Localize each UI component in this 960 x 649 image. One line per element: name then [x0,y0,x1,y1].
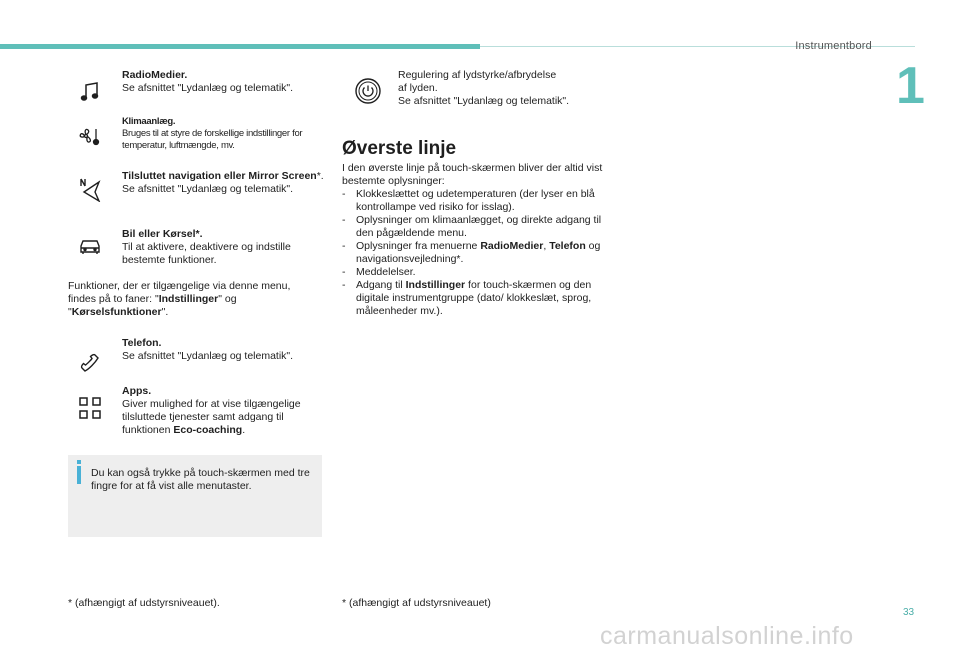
list-item-text: Meddelelser. [356,266,416,278]
apps-eco-coaching: Eco-coaching [173,424,243,436]
navigation-text: Se afsnittet "Lydanlæg og telematik". [122,183,294,195]
apps-title: Apps. [122,385,152,397]
footnote-left: * (afhængigt af udstyrsniveauet). [68,597,220,609]
radiomedier-title: RadioMedier. [122,69,188,81]
power-item [398,69,618,108]
klimaanlaeg-title: Klimaanlæg. [122,116,176,127]
telefon-title: Telefon. [122,337,162,349]
music-note-icon [78,80,102,104]
navigation-title-suffix: *. [316,170,324,182]
apps-text-before: Giver mulighed for at vise tilgængelige tilsluttede tjenester samt adgang til funktionen [122,398,301,436]
list-item-text: for touch-skærmen og den digitale instrumentgruppe (dato/ klokkeslæt, sprog, måleenheder mv.). [356,279,592,317]
heading-oeverste-linje: Øverste linje [342,138,457,159]
list-item-bold: Telefon [549,240,586,252]
tabs-text-before: Funktioner, der er tilgængelige via denne menu, findes på to faner: " [68,280,291,305]
kørsel-item [122,228,332,267]
klimaanlaeg-item [122,116,332,152]
navigation-arrow-icon [78,178,102,202]
telefon-item [122,337,332,363]
info-icon [77,466,81,484]
radiomedier-item [122,69,332,95]
list-item-text: Klokkeslættet og udetemperaturen (der lyser en blå kontrollampe ved risiko for isslag). [356,188,595,213]
list-item-text: og navigationsvejledning*. [356,240,601,265]
power-icon [355,78,381,104]
power-text-line1: Regulering af lydstyrke/afbrydelse [398,69,557,81]
koersel-title: Bil eller Kørsel*. [122,228,203,240]
info-box [68,455,322,537]
list-intro: I den øverste linje på touch-skærmen bliver der altid vist bestemte oplysninger: [342,162,603,187]
list-item-text: Oplysninger om klimaanlægget, og direkte adgang til den pågældende menu. [356,214,602,239]
power-text-line3: Se afsnittet "Lydanlæg og telematik". [398,95,570,107]
chapter-number: 1 [896,57,925,115]
list-item-text: Adgang til [356,279,406,291]
navigation-item [122,170,332,196]
apps-grid-icon [78,396,102,420]
section-title: Instrumentbord [795,40,872,52]
tabs-text-after: ". [161,306,169,318]
koersel-text: Til at aktivere, deaktivere og indstille bestemte funktioner. [122,241,291,266]
top-line-info-list [342,162,610,318]
list-item: - Klokkeslættet og udetemperaturen (der lyser en blå kontrollampe ved risiko for isslag). [342,188,595,213]
apps-item [122,385,332,437]
fan-thermometer-icon [78,124,102,148]
list-item-bold: Indstillinger [405,279,466,291]
header-accent-bar [0,44,480,49]
tab-indstillinger: Indstillinger [158,293,219,305]
tab-koerselsfunktioner: Kørselsfunktioner [71,306,162,318]
klimaanlaeg-text: Bruges til at styre de forskellige indstillinger for temperatur, luftmængde, mv. [122,128,303,151]
list-item-bold: RadioMedier [480,240,544,252]
tabs-text-middle: " og " [68,293,237,318]
page-number: 33 [903,607,915,618]
list-item: - Meddelelser. [342,266,416,278]
telefon-text: Se afsnittet "Lydanlæg og telematik". [122,350,294,362]
list-item: - Adgang til Indstillinger for touch-skærmen og den digitale instrumentgruppe (dato/ klokkeslæt, sprog, måleenheder mv.). [342,279,592,317]
watermark: carmanualsonline.info [600,622,854,649]
apps-text-after: . [242,424,246,436]
list-item: - Oplysninger om klimaanlægget, og direkte adgang til den pågældende menu. [342,214,602,239]
car-icon [78,234,102,258]
radiomedier-text: Se afsnittet "Lydanlæg og telematik". [122,82,294,94]
footnote-right: * (afhængigt af udstyrsniveauet) [342,597,491,609]
list-item-text: , [543,240,550,252]
tabs-paragraph [68,280,318,319]
list-item-text: Oplysninger fra menuerne [356,240,481,252]
navigation-title: Tilsluttet navigation eller Mirror Screen [122,170,317,182]
list-item: - Oplysninger fra menuerne RadioMedier, Telefon og navigationsvejledning*. [342,240,601,265]
info-text: Du kan også trykke på touch-skærmen med tre fingre for at få vist alle menutaster. [91,467,310,492]
phone-icon [78,348,102,372]
power-text-line2: af lyden. [398,82,438,94]
